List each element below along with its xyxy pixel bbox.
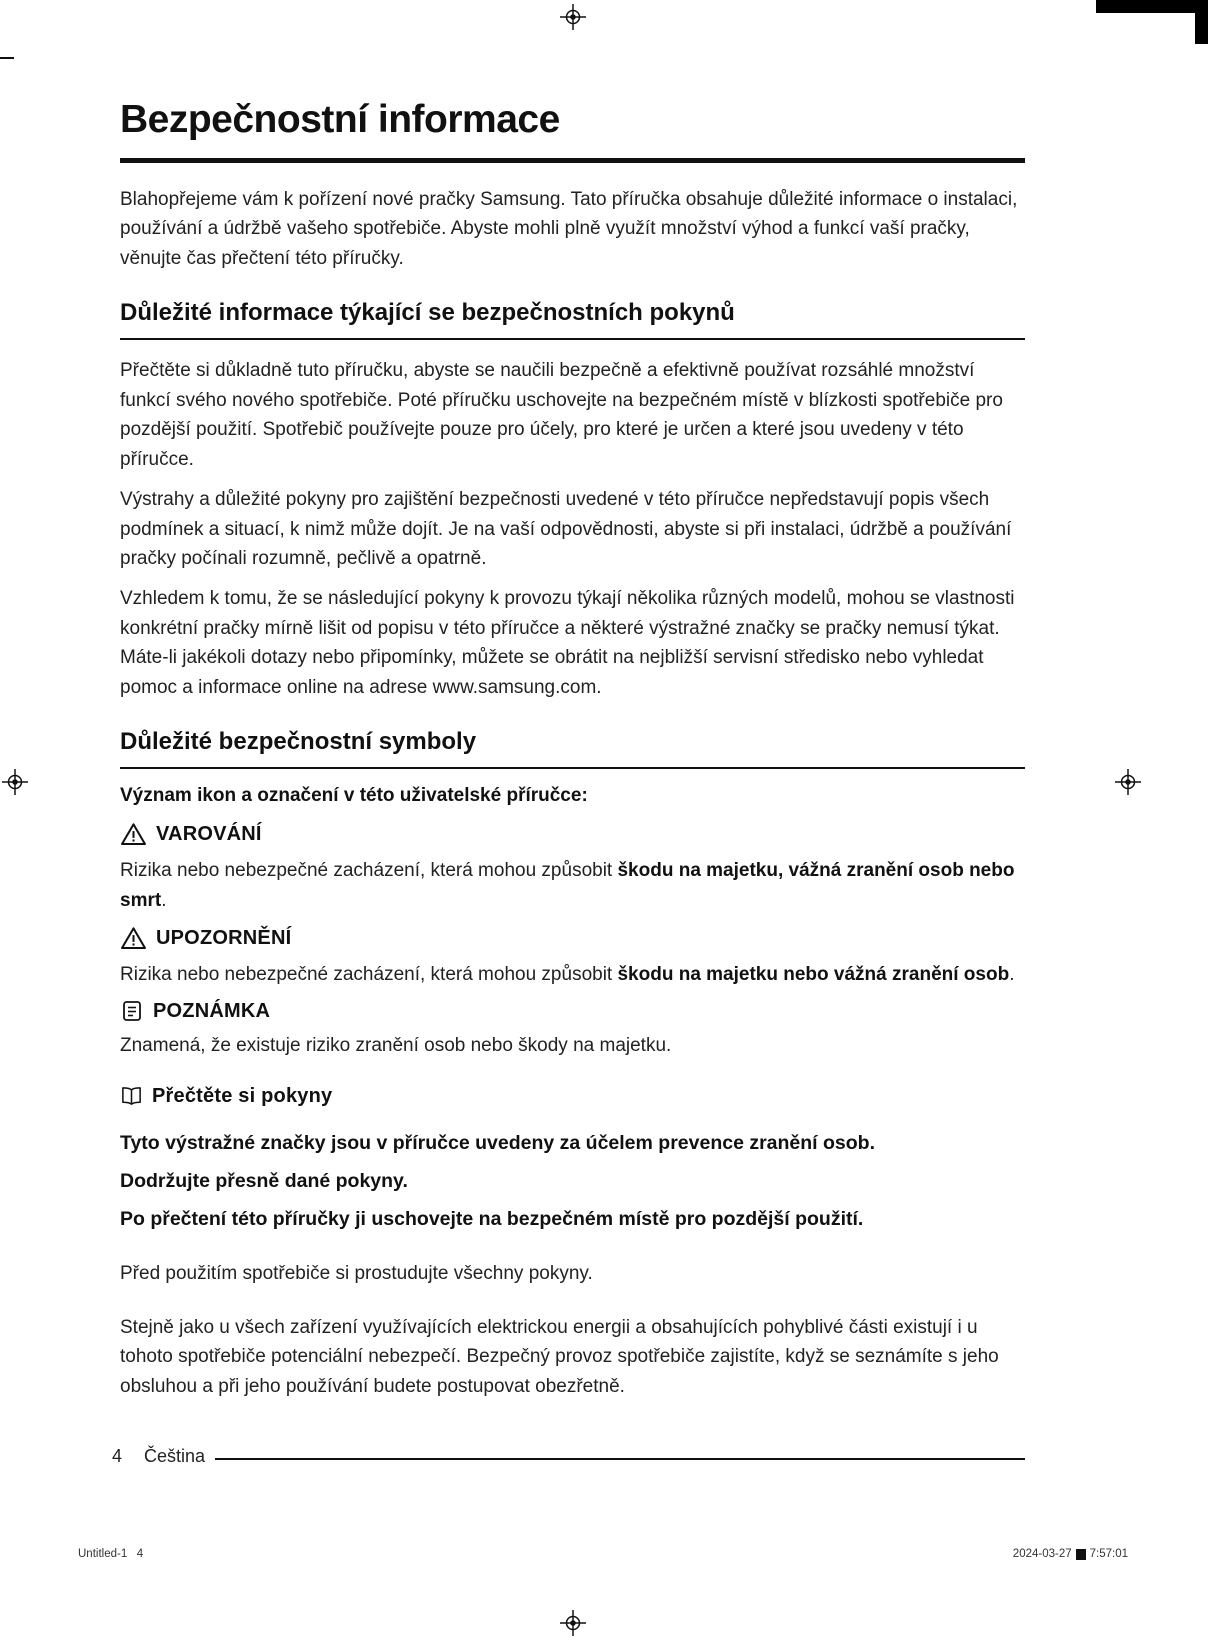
warning-text-regular: Rizika nebo nebezpečné zacházení, která mohou způsobit — [120, 860, 618, 882]
registration-mark-top-icon — [560, 4, 586, 30]
section-heading-safety-symbols: Důležité bezpečnostní symboly — [120, 728, 1025, 769]
note-label: POZNÁMKA — [153, 999, 271, 1022]
footer-page-number: 4 — [112, 1446, 123, 1466]
trim-mark-left — [0, 57, 14, 59]
final-paragraph: Stejně jako u všech zařízení využívajících elektrickou energii a obsahujících pohyblivé části existují i u tohoto spotřebiče potenciální nebezpečí. Bezpečný provoz spotřebiče zajistíte, když se seznámíte s jeho obsluhou a při jeho používání budete postupovat obezřetně. — [120, 1316, 999, 1397]
note-description: Znamená, že existuje riziko zranění osob nebo škody na majetku. — [120, 1035, 672, 1057]
important-bold-block — [120, 1128, 1025, 1236]
section1-paragraph-3: Vzhledem k tomu, že se následující pokyny k provozu týkají několika různých modelů, mohou se vlastnosti konkrétní pračky mírně lišit od popisu v této příručce a některé výstražné značky se pračky nemusí týkat. Máte-li jakékoli dotazy nebo připomínky, můžete se obrátit na nejbližší servisní středisko nebo vyhledat pomoc a informace online na adrese www.samsung.com. — [120, 588, 1015, 698]
section1-paragraph-1: Přečtěte si důkladně tuto příručku, abyste se naučili bezpečně a efektivně používat rozsáhlé množství funkcí svého nového spotřebiče. Poté příručku uschovejte na bezpečném místě v blízkosti spotřebiče pro pozdější použití. Spotřebič používejte pouze pro účely, pro které je určen a které jsou uvedeny v této příručce. — [120, 360, 1003, 470]
caution-row — [120, 925, 1025, 952]
section-heading-safety-instructions: Důležité informace týkající se bezpečnostních pokynů — [120, 299, 1025, 340]
bold-line-2: Dodržujte přesně dané pokyny. — [120, 1170, 408, 1193]
warning-text-end: . — [161, 889, 167, 911]
open-book-icon — [120, 1085, 143, 1108]
read-all-paragraph: Před použitím spotřebiče si prostudujte všechny pokyny. — [120, 1263, 593, 1285]
warning-triangle-icon — [120, 821, 147, 848]
page-footer — [112, 1446, 205, 1467]
bold-line-3: Po přečtení této příručky ji uschovejte na bezpečném místě pro pozdější použití. — [120, 1208, 864, 1231]
caution-text-end: . — [1009, 964, 1015, 985]
warning-row — [120, 821, 1025, 848]
prepress-timestamp — [1013, 1548, 1128, 1560]
bold-line-1: Tyto výstražné značky jsou v příručce uvedeny za účelem prevence zranění osob. — [120, 1131, 876, 1154]
read-instructions-label: Přečtěte si pokyny — [152, 1084, 333, 1107]
page-title: Bezpečnostní informace — [120, 98, 1025, 163]
symbols-lead-text: Význam ikon a označení v této uživatelské příručce: — [120, 785, 588, 807]
read-instructions-row — [120, 1085, 1025, 1108]
registration-mark-right-icon — [1115, 769, 1141, 795]
caution-text-regular: Rizika nebo nebezpečné zacházení, která mohou způsobit — [120, 964, 618, 985]
caution-description — [120, 960, 1025, 989]
prepress-time: 7:57:01 — [1089, 1548, 1128, 1560]
note-row — [120, 999, 1025, 1023]
registration-mark-left-icon — [2, 769, 28, 795]
prepress-glyph-icon — [1076, 1549, 1086, 1560]
corner-crop-mark — [1096, 0, 1208, 44]
warning-label: VAROVÁNÍ — [156, 823, 262, 846]
note-icon — [120, 999, 144, 1023]
registration-mark-bottom-icon — [560, 1610, 586, 1636]
caution-triangle-icon — [120, 925, 147, 952]
page-content — [120, 98, 1025, 1412]
prepress-file-label: Untitled-1 4 — [78, 1548, 144, 1560]
intro-paragraph: Blahopřejeme vám k pořízení nové pračky Samsung. Tato příručka obsahuje důležité informace o instalaci, používání a údržbě vašeho spotřebiče. Abyste mohli plně využít množství výhod a funkcí vaší pračky, věnujte čas přečtení této příručky. — [120, 189, 1018, 269]
warning-text-bold: škodu na majetku, vážná zranění osob nebo smrt — [120, 860, 1015, 911]
section1-paragraph-2: Výstrahy a důležité pokyny pro zajištění bezpečnosti uvedené v této příručce nepředstavují popis všech podmínek a situací, k nimž může dojít. Je na vaší odpovědnosti, abyste si při instalaci, údržbě a používání pračky počínali rozumně, pečlivě a opatrně. — [120, 489, 1012, 569]
warning-description — [120, 856, 1025, 915]
footer-language: Čeština — [144, 1446, 206, 1466]
prepress-date: 2024-03-27 — [1012, 1548, 1072, 1560]
caution-text-bold: škodu na majetku nebo vážná zranění osob — [617, 964, 1010, 985]
caution-label: UPOZORNĚNÍ — [156, 927, 292, 949]
footer-rule — [215, 1458, 1025, 1460]
